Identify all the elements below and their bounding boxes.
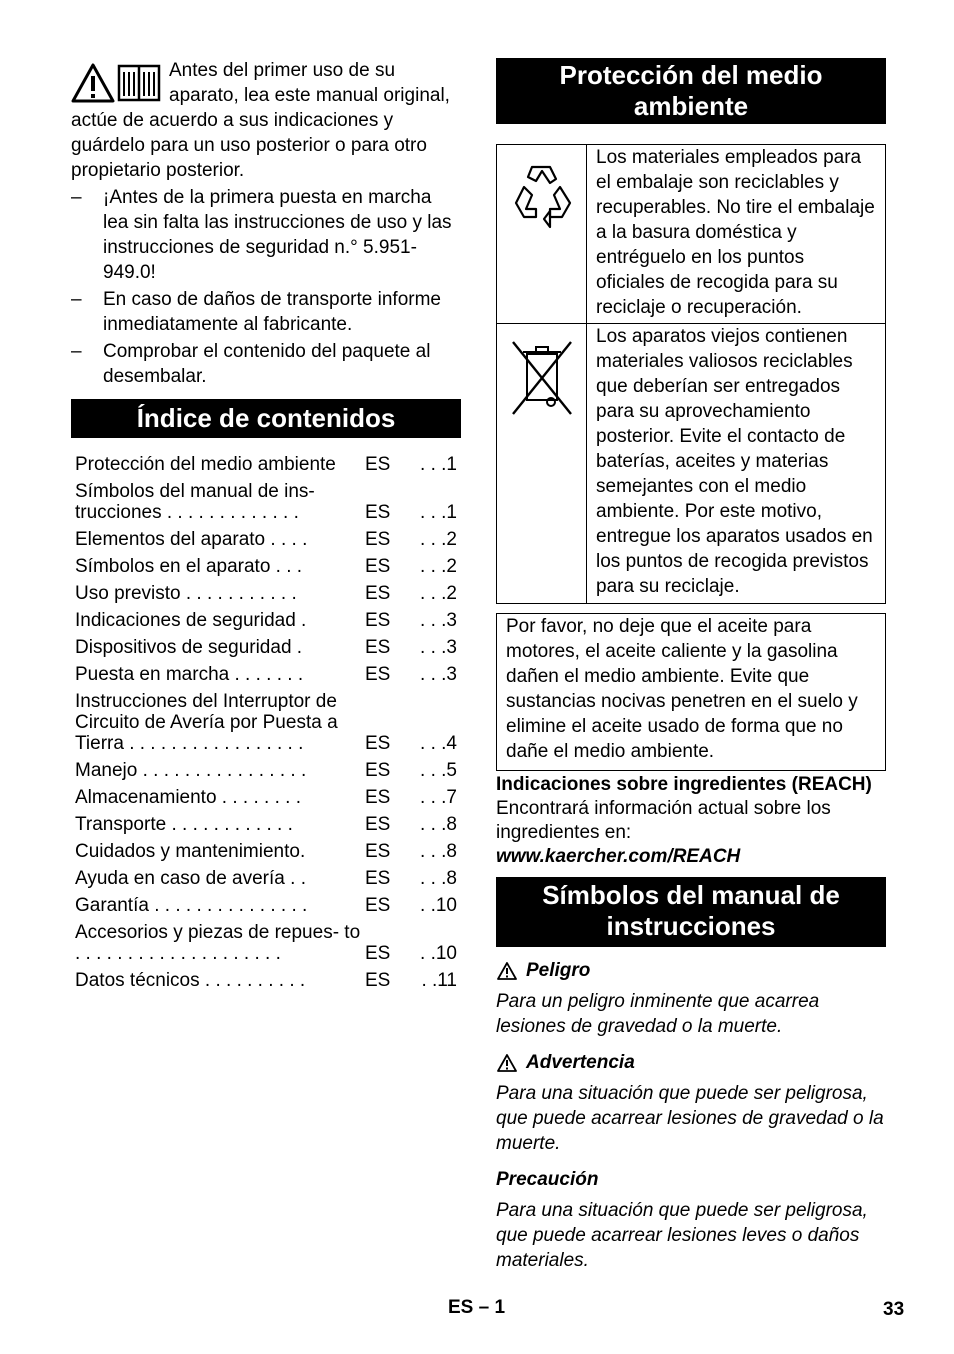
intro-notice bbox=[71, 58, 461, 183]
toc-lang: ES bbox=[365, 787, 391, 808]
caution-label: Precaución bbox=[496, 1169, 599, 1190]
environment-table bbox=[496, 144, 886, 604]
warning-label: Advertencia bbox=[496, 1051, 886, 1075]
toc-page: . . .3 bbox=[420, 637, 457, 658]
footer-lang-page: ES – 1 bbox=[448, 1297, 506, 1318]
toc-lang: ES bbox=[365, 970, 391, 991]
toc-row[interactable] bbox=[71, 787, 461, 808]
toc-row[interactable] bbox=[71, 760, 461, 781]
toc-page: . . .1 bbox=[420, 502, 457, 523]
toc-lang: ES bbox=[365, 895, 391, 916]
toc-title: Símbolos del manual de ins- trucciones . . . . . . . . . . . . . bbox=[75, 481, 315, 523]
toc-row[interactable] bbox=[71, 556, 461, 577]
toc-row[interactable] bbox=[71, 664, 461, 685]
toc-title: Dispositivos de seguridad . bbox=[75, 637, 303, 658]
toc-title: Puesta en marcha . . . . . . . bbox=[75, 664, 304, 685]
reach-title: Indicaciones sobre ingredientes (REACH) bbox=[496, 774, 872, 795]
symbols-heading: Símbolos del manual de instrucciones bbox=[496, 877, 886, 947]
toc-lang: ES bbox=[365, 529, 391, 550]
warning-triangle-icon bbox=[71, 62, 115, 104]
toc-row[interactable] bbox=[71, 481, 461, 523]
oil-note-box: Por favor, no deje que el aceite para motores, el aceite caliente y la gasolina dañen el medio ambiente. Evite que sustancias nocivas penetren en el suelo y elimine el aceite usado de forma que no dañe el medio ambiente. bbox=[496, 613, 886, 771]
toc-lang: ES bbox=[365, 556, 391, 577]
toc-page: . .11 bbox=[421, 970, 457, 991]
toc-title: Cuidados y mantenimiento. bbox=[75, 841, 306, 862]
table-row bbox=[497, 145, 885, 324]
toc-page: . . .3 bbox=[420, 664, 457, 685]
toc-page: . . .1 bbox=[420, 454, 457, 475]
toc-page: . . .2 bbox=[420, 583, 457, 604]
toc-title: Garantía . . . . . . . . . . . . . . . bbox=[75, 895, 308, 916]
symbols-list bbox=[496, 959, 886, 1273]
toc-page: . . .5 bbox=[420, 760, 457, 781]
toc-lang: ES bbox=[365, 733, 391, 754]
crossed-bin-icon bbox=[507, 338, 577, 418]
toc-page: . . .4 bbox=[420, 733, 457, 754]
list-item: – En caso de daños de transporte informe inmediatamente al fabricante. bbox=[71, 289, 441, 335]
caution-text: Para una situación que puede ser peligrosa, que puede acarrear lesiones leves o daños materiales. bbox=[496, 1200, 868, 1271]
toc-lang: ES bbox=[365, 637, 391, 658]
recycle-icon bbox=[504, 157, 580, 237]
toc-page: . . .2 bbox=[420, 529, 457, 550]
toc-page: . .10 bbox=[420, 943, 457, 964]
toc-row[interactable] bbox=[71, 691, 461, 754]
toc-lang: ES bbox=[365, 814, 391, 835]
intro-icons bbox=[71, 62, 163, 106]
toc-title: Símbolos en el aparato . . . bbox=[75, 556, 303, 577]
toc-heading: Índice de contenidos bbox=[71, 399, 461, 438]
footer-page-number: 33 bbox=[883, 1299, 905, 1320]
manual-book-icon bbox=[117, 62, 161, 104]
toc-row[interactable] bbox=[71, 895, 461, 916]
toc-row[interactable] bbox=[71, 841, 461, 862]
reach-text: Encontrará información actual sobre los ingredientes en: bbox=[496, 798, 831, 843]
toc-row[interactable] bbox=[71, 814, 461, 835]
toc-title: Almacenamiento . . . . . . . . bbox=[75, 787, 301, 808]
table-row bbox=[497, 324, 885, 603]
toc-page: . . .7 bbox=[420, 787, 457, 808]
danger-text: Para un peligro inminente que acarrea lesiones de gravedad o la muerte. bbox=[496, 991, 820, 1037]
warning-triangle-icon bbox=[496, 1053, 518, 1073]
recycle-icon-cell bbox=[497, 145, 587, 323]
list-item: – ¡Antes de la primera puesta en marcha lea sin falta las instrucciones de uso y las instrucciones de seguridad n.° 5.951-949.0! bbox=[71, 187, 452, 283]
toc-row[interactable] bbox=[71, 529, 461, 550]
toc-row[interactable] bbox=[71, 610, 461, 631]
toc-row[interactable] bbox=[71, 922, 461, 964]
old-devices-text: Los aparatos viejos contienen materiales valiosos reciclables que deberían ser entregados para su aprovechamiento posterior. Evite el contacto de baterías, aceites y materias semejantes con el medio ambiente. Por este motivo, entregue los aparatos usados en los puntos de recogida previstos para su reciclaje. bbox=[596, 326, 873, 597]
toc-row[interactable] bbox=[71, 637, 461, 658]
reach-link[interactable]: www.kaercher.com/REACH bbox=[496, 846, 741, 867]
intro-text: Antes del primer uso de su aparato, lea este manual original, actúe de acuerdo a sus indicaciones y guárdelo para un uso posterior o para otro propietario posterior. bbox=[71, 60, 450, 181]
toc-title: Instrucciones del Interruptor de Circuito de Avería por Puesta a Tierra . . . . . . . . . . . . . . . . . bbox=[75, 691, 338, 754]
toc-lang: ES bbox=[365, 454, 391, 475]
toc-lang: ES bbox=[365, 760, 391, 781]
toc-row[interactable] bbox=[71, 970, 461, 991]
toc-row[interactable] bbox=[71, 868, 461, 889]
toc-lang: ES bbox=[365, 502, 391, 523]
toc-row[interactable] bbox=[71, 454, 461, 475]
environment-heading: Protección del medio ambiente bbox=[496, 58, 886, 124]
warning-text: Para una situación que puede ser peligrosa, que puede acarrear lesiones de gravedad o la muerte. bbox=[496, 1083, 884, 1154]
toc-page: . . .8 bbox=[420, 814, 457, 835]
toc-lang: ES bbox=[365, 868, 391, 889]
toc-title: Manejo . . . . . . . . . . . . . . . . bbox=[75, 760, 307, 781]
recycle-text: Los materiales empleados para el embalaje son reciclables y recuperables. No tire el embalaje a la basura doméstica y entréguelo en los puntos oficiales de recogida para su reciclaje o recuperación. bbox=[596, 147, 875, 318]
table-of-contents bbox=[71, 454, 461, 991]
toc-page: . . .3 bbox=[420, 610, 457, 631]
toc-lang: ES bbox=[365, 943, 391, 964]
left-column bbox=[71, 58, 461, 997]
toc-row[interactable] bbox=[71, 583, 461, 604]
toc-title: Indicaciones de seguridad . bbox=[75, 610, 307, 631]
warning-triangle-icon bbox=[496, 961, 518, 981]
toc-title: Transporte . . . . . . . . . . . . bbox=[75, 814, 293, 835]
toc-title: Uso previsto . . . . . . . . . . . bbox=[75, 583, 297, 604]
crossed-bin-icon-cell bbox=[497, 324, 587, 603]
toc-title: Datos técnicos . . . . . . . . . . bbox=[75, 970, 306, 991]
toc-title: Elementos del aparato . . . . bbox=[75, 529, 308, 550]
toc-title: Ayuda en caso de avería . . bbox=[75, 868, 306, 889]
right-column bbox=[496, 58, 886, 1273]
intro-bullet-list bbox=[71, 185, 461, 389]
toc-page: . . .2 bbox=[420, 556, 457, 577]
toc-page: . .10 bbox=[420, 895, 457, 916]
toc-lang: ES bbox=[365, 841, 391, 862]
toc-lang: ES bbox=[365, 583, 391, 604]
list-item: – Comprobar el contenido del paquete al desembalar. bbox=[71, 341, 431, 387]
toc-page: . . .8 bbox=[420, 868, 457, 889]
toc-page: . . .8 bbox=[420, 841, 457, 862]
toc-title: Protección del medio ambiente bbox=[75, 454, 336, 475]
toc-title: Accesorios y piezas de repues- to . . . . . . . . . . . . . . . . . . . . bbox=[75, 922, 361, 964]
danger-label: Peligro bbox=[496, 959, 886, 983]
toc-lang: ES bbox=[365, 610, 391, 631]
toc-lang: ES bbox=[365, 664, 391, 685]
reach-section bbox=[496, 773, 886, 869]
